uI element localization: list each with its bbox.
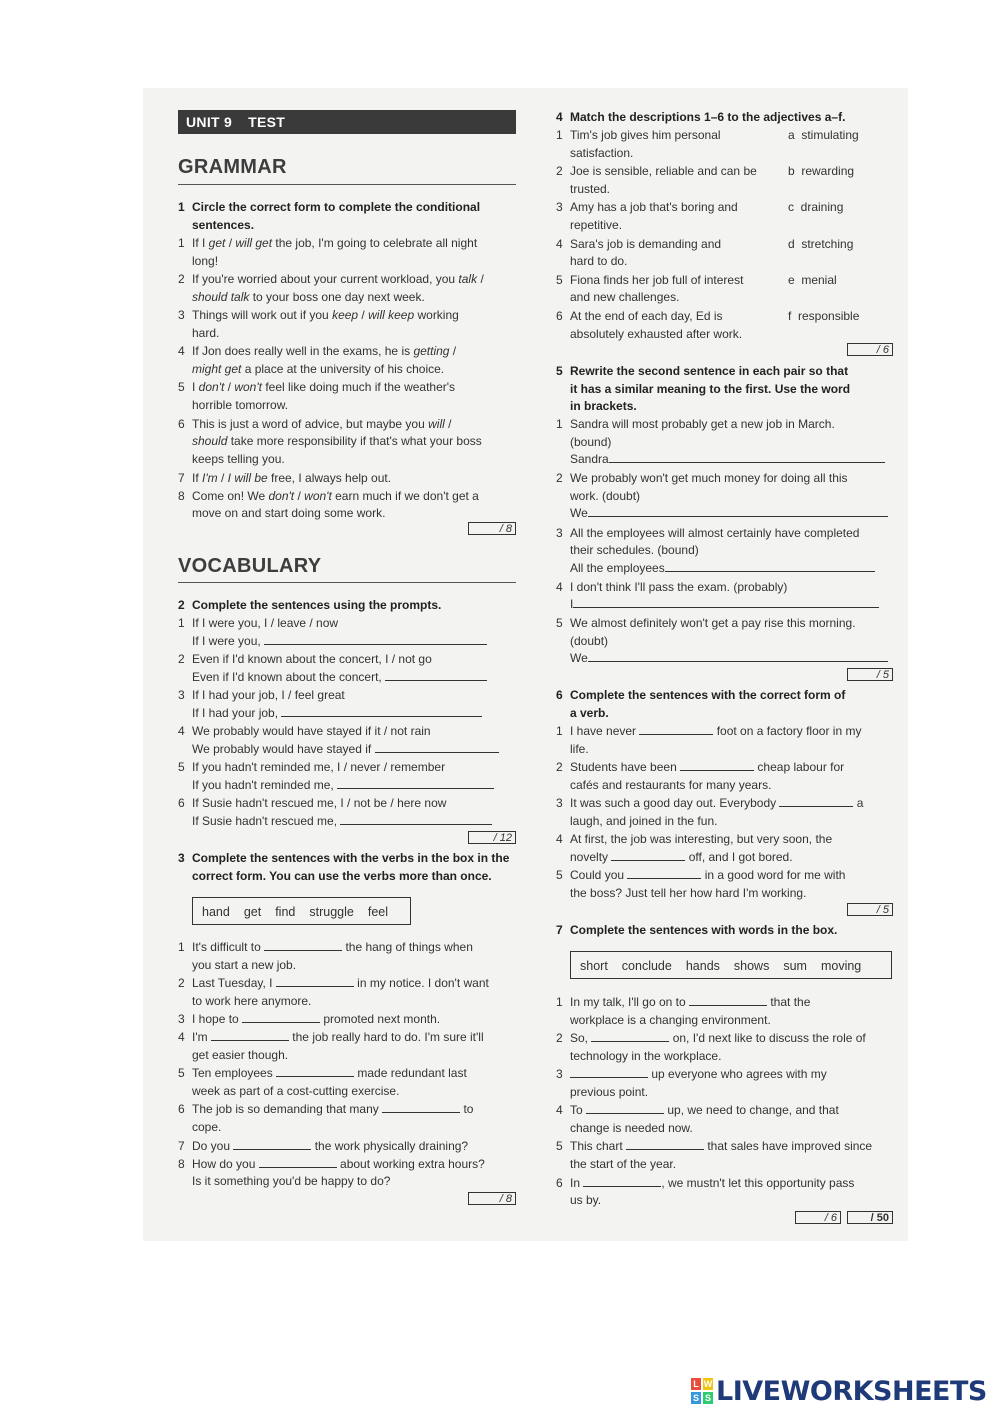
- item-number: 1: [178, 236, 185, 250]
- adjective-option: e menial: [788, 272, 837, 287]
- exercise-5-score: / 5: [847, 668, 893, 681]
- exercise-7-item: [556, 994, 896, 1029]
- item-text: This is just a word of advice, but maybe you will / should take more responsibility if that's what your boss keeps telling you.: [192, 416, 482, 466]
- exercise-3-item: [178, 1156, 518, 1191]
- item-text: We probably won't get much money for doing all this work. (doubt) We: [570, 470, 888, 523]
- answer-blank[interactable]: [264, 939, 342, 951]
- item-number: 6: [556, 309, 563, 323]
- logo-tile: W: [703, 1379, 713, 1389]
- box-word: hands: [685, 959, 720, 973]
- answer-blank[interactable]: [591, 1030, 669, 1042]
- item-number: 1: [556, 417, 563, 431]
- exercise-5-item: [556, 470, 896, 523]
- answer-blank[interactable]: [382, 1101, 460, 1113]
- adjective-option: f responsible: [788, 309, 860, 323]
- answer-blank[interactable]: [586, 1102, 664, 1114]
- vocabulary-rule: [178, 582, 516, 583]
- answer-blank[interactable]: [626, 1138, 704, 1150]
- exercise-6-item: [556, 723, 896, 758]
- item-number: 1: [178, 616, 185, 630]
- item-text: If I'm / I will be free, I always help out.: [192, 470, 392, 485]
- answer-blank[interactable]: [609, 451, 885, 463]
- answer-blank[interactable]: [337, 777, 494, 789]
- exercise-2-item: [178, 723, 518, 758]
- answer-blank[interactable]: [639, 723, 713, 735]
- total-score: / 50: [847, 1211, 893, 1224]
- exercise-2-item: [178, 687, 518, 722]
- item-number: 3: [556, 525, 563, 540]
- item-number: 2: [178, 652, 185, 666]
- item-number: 4: [556, 832, 563, 847]
- item-number: 6: [178, 796, 185, 810]
- grammar-heading: GRAMMAR: [178, 156, 287, 178]
- exercise-7-item: [556, 1066, 896, 1101]
- grammar-rule: [178, 184, 516, 185]
- box-word: shows: [733, 959, 770, 973]
- item-number: 3: [178, 688, 185, 702]
- item-number: 2: [556, 471, 563, 486]
- item-text: Even if I'd known about the concert, I / not go Even if I'd known about the concert,: [192, 651, 487, 686]
- logo-tile: S: [704, 1393, 711, 1403]
- exercise-6-item: [556, 795, 896, 830]
- unit-label: UNIT 9: [186, 114, 233, 130]
- item-text: If I had your job, I / feel great If I had your job,: [192, 687, 482, 722]
- item-number: 5: [178, 380, 185, 395]
- item-number: 3: [556, 1067, 563, 1082]
- exercise-1-item: [178, 379, 518, 414]
- exercise-7-item: [556, 1138, 896, 1173]
- exercise-2-item: [178, 795, 518, 830]
- item-text: At first, the job was interesting, but very soon, the novelty off, and I got bored.: [570, 832, 833, 864]
- exercise-1-item: [178, 470, 518, 488]
- exercise-1-item: [178, 307, 518, 342]
- item-number: 4: [556, 579, 563, 594]
- item-number: 4: [178, 344, 185, 359]
- exercise-3-word-box: [192, 897, 411, 925]
- item-number: 8: [178, 488, 185, 503]
- item-text: How do you about working extra hours? Is it something you'd be happy to do?: [192, 1156, 485, 1189]
- exercise-1-item: [178, 343, 518, 378]
- item-text: We almost definitely won't get a pay rise this morning. (doubt) We: [570, 615, 888, 668]
- item-text: Things will work out if you keep / will keep working hard.: [192, 308, 459, 340]
- answer-blank[interactable]: [583, 1175, 661, 1187]
- item-text: So, on, I'd next like to discuss the role of technology in the workplace.: [570, 1031, 866, 1063]
- item-number: 5: [556, 868, 563, 883]
- item-text: It's difficult to the hang of things when you start a new job.: [192, 940, 473, 972]
- item-text: If Susie hadn't rescued me, I / not be / here now If Susie hadn't rescued me,: [192, 795, 492, 830]
- answer-blank[interactable]: [611, 849, 685, 861]
- item-number: 6: [556, 1175, 563, 1190]
- item-number: 1: [556, 724, 563, 738]
- item-number: 5: [178, 760, 185, 774]
- exercise-2-instruction: 2 Complete the sentences using the prompts.: [178, 598, 442, 612]
- item-text: Last Tuesday, I in my notice. I don't want to work here anymore.: [192, 976, 489, 1008]
- exercise-3-item: [178, 1101, 518, 1136]
- answer-blank[interactable]: [281, 705, 482, 717]
- item-number: 6: [178, 1102, 185, 1117]
- item-number: 8: [178, 1156, 185, 1171]
- item-number: 4: [178, 1030, 185, 1045]
- exercise-3-instruction: 3 Complete the sentences with the verbs in the box in the correct form. You can use the verbs more than once.: [178, 851, 510, 883]
- exercise-2-score: / 12: [468, 831, 516, 844]
- test-label: TEST: [248, 114, 286, 130]
- answer-blank[interactable]: [276, 975, 354, 987]
- item-text: We probably would have stayed if it / not rain We probably would have stayed if: [192, 723, 499, 758]
- item-text: I don't think I'll pass the exam. (probably) I: [570, 579, 879, 614]
- answer-blank[interactable]: [665, 560, 875, 572]
- item-text: Sandra will most probably get a new job in March. (bound) Sandra: [570, 416, 885, 469]
- exercise-4-item: [556, 272, 896, 307]
- adjective-option: d stretching: [788, 236, 854, 251]
- exercise-6-item: [556, 759, 896, 794]
- item-text: In my talk, I'll go on to that the workplace is a changing environment.: [570, 995, 811, 1027]
- answer-blank[interactable]: [779, 795, 853, 807]
- item-number: 5: [556, 272, 563, 287]
- exercise-5-instruction: 5 Rewrite the second sentence in each pair so that it has a similar meaning to the first. Use the word in brackets.: [556, 364, 851, 413]
- exercise-6-item: [556, 867, 896, 902]
- exercise-4-score: / 6: [847, 343, 893, 356]
- answer-blank[interactable]: [242, 1011, 320, 1023]
- item-number: 4: [556, 1103, 563, 1118]
- item-number: 3: [178, 1012, 185, 1027]
- exercise-5-item: [556, 416, 896, 469]
- item-number: 3: [556, 796, 563, 811]
- box-word: conclude: [621, 959, 672, 973]
- item-number: 2: [178, 272, 185, 287]
- exercise-2-item: [178, 615, 518, 650]
- logo-tile: L: [691, 1378, 701, 1390]
- box-word: hand: [202, 905, 230, 919]
- logo-text: LIVEWORKSHEETS: [716, 1375, 987, 1407]
- box-word: moving: [820, 959, 862, 973]
- answer-blank[interactable]: [689, 994, 767, 1006]
- item-text: Tim's job gives him personal satisfaction.: [570, 128, 721, 160]
- unit-header-bar: [178, 110, 516, 134]
- box-word: feel: [367, 905, 388, 919]
- item-text: Do you the work physically draining?: [192, 1138, 469, 1153]
- adjective-option: c draining: [788, 200, 844, 215]
- exercise-3-item: [178, 1138, 518, 1156]
- box-word: get: [243, 905, 262, 919]
- exercise-3-item: [178, 1011, 518, 1029]
- item-text: I hope to promoted next month.: [192, 1012, 441, 1027]
- exercise-6-instruction: 6 Complete the sentences with the correct form of a verb.: [556, 688, 846, 720]
- item-text: At the end of each day, Ed is absolutely exhausted after work.: [570, 309, 743, 341]
- exercise-7-word-box: [570, 951, 892, 979]
- item-number: 4: [556, 236, 563, 251]
- item-text: If Jon does really well in the exams, he is getting / might get a place at the university of his choice.: [192, 344, 457, 376]
- item-text: up everyone who agrees with my previous point.: [570, 1067, 827, 1099]
- answer-blank[interactable]: [573, 596, 879, 608]
- item-text: The job is so demanding that many to cope.: [192, 1102, 474, 1134]
- item-text: I'm the job really hard to do. I'm sure it'll get easier though.: [192, 1030, 484, 1062]
- answer-blank[interactable]: [259, 1156, 337, 1168]
- item-number: 5: [556, 616, 563, 631]
- item-text: I have never foot on a factory floor in my life.: [570, 724, 862, 756]
- exercise-3-score: / 8: [468, 1192, 516, 1205]
- item-number: 7: [178, 1138, 185, 1153]
- exercise-1-item: [178, 488, 518, 523]
- exercise-1-item: [178, 416, 518, 469]
- item-number: 7: [178, 470, 185, 485]
- item-text: Could you in a good word for me with the boss? Just tell her how hard I'm working.: [570, 868, 846, 900]
- exercise-5-item: [556, 525, 896, 578]
- answer-blank[interactable]: [340, 813, 492, 825]
- item-number: 1: [178, 940, 185, 954]
- item-text: Joe is sensible, reliable and can be trusted.: [570, 164, 757, 196]
- liveworksheets-logo: [691, 1373, 987, 1409]
- box-word: find: [275, 905, 296, 919]
- item-text: All the employees will almost certainly have completed their schedules. (bound) All the employees: [570, 525, 875, 578]
- logo-tile: S: [692, 1393, 699, 1403]
- answer-blank[interactable]: [680, 759, 754, 771]
- logo-icon: [691, 1378, 713, 1404]
- vocabulary-heading: VOCABULARY: [178, 555, 322, 577]
- item-number: 5: [556, 1139, 563, 1154]
- exercise-7-instruction: 7 Complete the sentences with words in the box.: [556, 923, 838, 937]
- item-text: If you hadn't reminded me, I / never / remember If you hadn't reminded me,: [192, 759, 494, 794]
- adjective-option: a stimulating: [788, 128, 859, 142]
- item-number: 3: [178, 308, 185, 323]
- item-text: If you're worried about your current workload, you talk / should talk to your boss one day next week.: [192, 272, 484, 304]
- item-text: Amy has a job that's boring and repetitive.: [570, 200, 738, 232]
- item-text: Fiona finds her job full of interest and new challenges.: [570, 272, 744, 305]
- answer-blank[interactable]: [588, 505, 888, 517]
- worksheet-page: [143, 88, 908, 1241]
- box-word: short: [580, 959, 608, 973]
- item-text: If I were you, I / leave / now If I were you,: [192, 615, 487, 650]
- item-text: In , we mustn't let this opportunity pass us by.: [570, 1175, 855, 1207]
- exercise-1-score: / 8: [468, 522, 516, 535]
- exercise-3-item: [178, 975, 518, 1010]
- exercise-6-score: / 5: [847, 903, 893, 916]
- item-text: Sara's job is demanding and hard to do.: [570, 236, 722, 269]
- exercise-6-item: [556, 831, 896, 866]
- exercise-7-item: [556, 1175, 896, 1210]
- exercise-1-item: [178, 235, 518, 270]
- item-text: If I get / will get the job, I'm going to celebrate all night long!: [192, 236, 478, 268]
- item-number: 2: [556, 164, 563, 179]
- item-number: 2: [556, 760, 563, 775]
- exercise-3-item: [178, 1029, 518, 1064]
- item-number: 3: [556, 200, 563, 215]
- item-text: To up, we need to change, and that change is needed now.: [570, 1103, 839, 1135]
- answer-blank[interactable]: [264, 633, 487, 645]
- item-number: 1: [556, 995, 563, 1009]
- box-word: sum: [783, 959, 807, 973]
- exercise-3-item: [178, 939, 518, 974]
- exercise-7-score: / 6: [795, 1211, 841, 1224]
- answer-blank[interactable]: [385, 669, 487, 681]
- exercise-5-item: [556, 615, 896, 668]
- exercise-3-item: [178, 1065, 518, 1100]
- exercise-7-item: [556, 1030, 896, 1065]
- item-number: 1: [556, 128, 563, 142]
- exercise-2-item: [178, 651, 518, 686]
- answer-blank[interactable]: [627, 867, 701, 879]
- item-text: This chart that sales have improved since the start of the year.: [570, 1139, 873, 1171]
- adjective-option: b rewarding: [788, 164, 855, 179]
- exercise-5-item: [556, 579, 896, 614]
- exercise-4-item: [556, 199, 896, 234]
- exercise-4-instruction: 4 Match the descriptions 1–6 to the adjectives a–f.: [556, 110, 846, 124]
- answer-blank[interactable]: [276, 1065, 354, 1077]
- item-number: 4: [178, 724, 185, 738]
- box-word: struggle: [309, 905, 354, 919]
- answer-blank[interactable]: [570, 1066, 648, 1078]
- item-text: Students have been cheap labour for cafés and restaurants for many years.: [570, 760, 845, 792]
- answer-blank[interactable]: [588, 650, 888, 662]
- exercise-7-item: [556, 1102, 896, 1137]
- answer-blank[interactable]: [211, 1029, 289, 1041]
- item-text: Come on! We don't / won't earn much if we don't get a move on and start doing some work.: [192, 488, 479, 521]
- exercise-1-instruction: 1 Circle the correct form to complete the conditional sentences.: [178, 200, 481, 232]
- answer-blank[interactable]: [375, 741, 499, 753]
- item-text: I don't / won't feel like doing much if the weather's horrible tomorrow.: [192, 380, 456, 412]
- item-text: Ten employees made redundant last week as part of a cost-cutting exercise.: [192, 1066, 467, 1098]
- answer-blank[interactable]: [233, 1138, 311, 1150]
- item-number: 5: [178, 1066, 185, 1081]
- item-number: 2: [178, 976, 185, 991]
- exercise-1-item: [178, 271, 518, 306]
- item-number: 6: [178, 416, 185, 431]
- item-text: It was such a good day out. Everybody a laugh, and joined in the fun.: [570, 796, 864, 828]
- item-number: 2: [556, 1031, 563, 1046]
- exercise-2-item: [178, 759, 518, 794]
